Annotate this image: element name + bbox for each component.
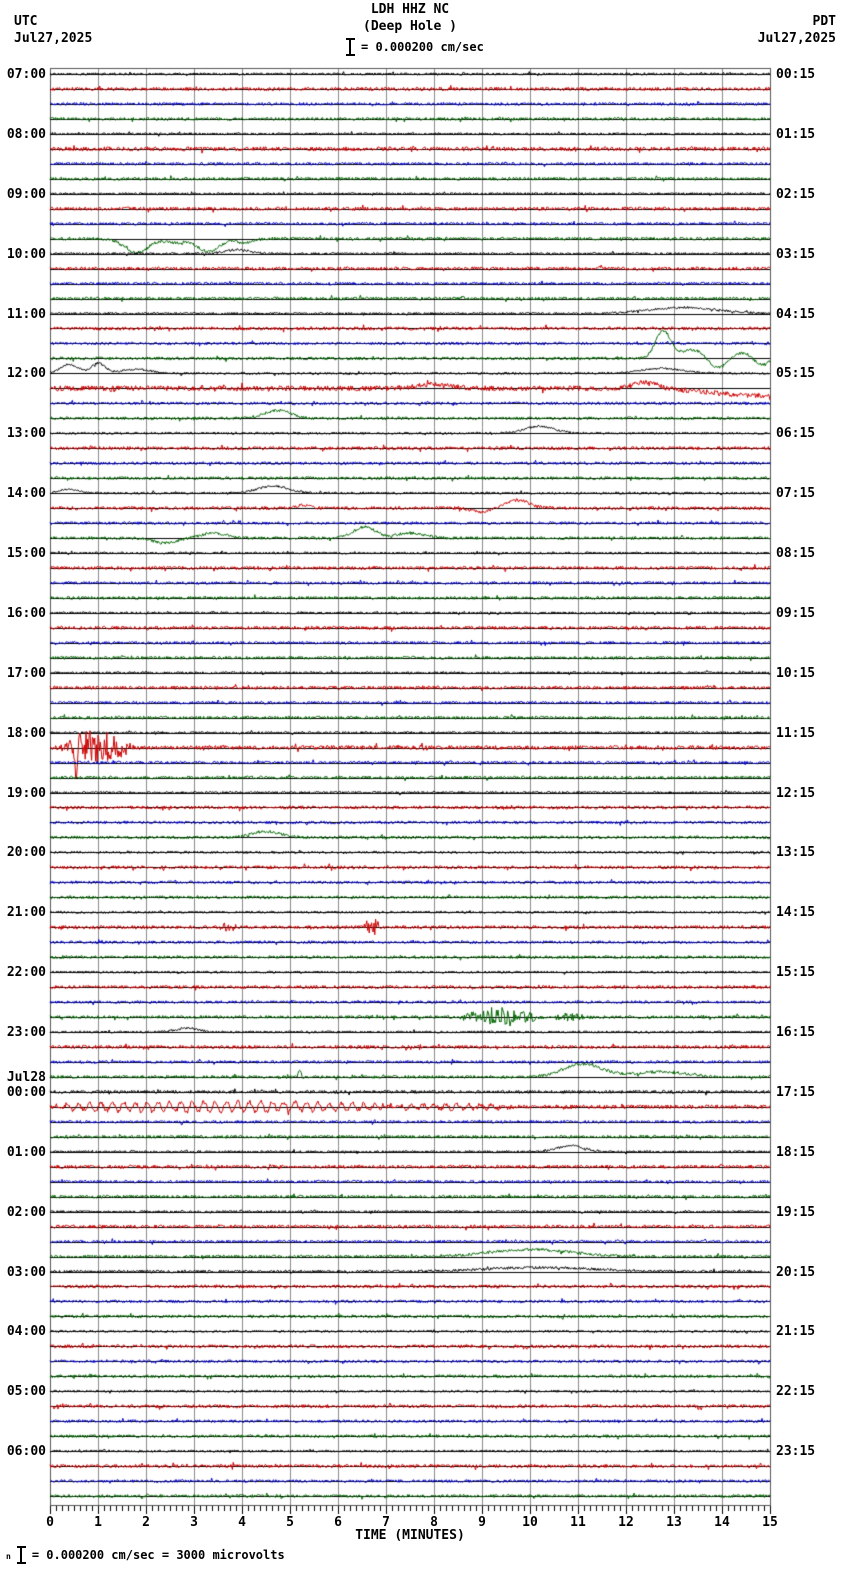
pdt-hour-label: 15:15 bbox=[776, 965, 816, 981]
utc-hour-label: 23:00 bbox=[6, 1025, 46, 1040]
utc-hour-label: 02:00 bbox=[6, 1204, 46, 1220]
minute-tick-label: 12 bbox=[618, 1515, 634, 1530]
utc-label: UTC bbox=[14, 14, 38, 29]
utc-hour-label: 04:00 bbox=[6, 1324, 46, 1340]
pdt-hour-label: 01:15 bbox=[776, 126, 816, 142]
utc-hour-label: 14:00 bbox=[6, 486, 46, 502]
pdt-hour-label: 23:15 bbox=[776, 1444, 816, 1460]
pdt-hour-label: 14:15 bbox=[776, 905, 816, 921]
minute-tick-label: 3 bbox=[190, 1515, 198, 1530]
footer-scale-text: = 0.000200 cm/sec = 3000 microvolts bbox=[31, 1548, 285, 1562]
station-subtitle: (Deep Hole ) bbox=[363, 19, 457, 34]
minute-tick-label: 2 bbox=[142, 1515, 150, 1530]
utc-hour-label: 15:00 bbox=[6, 546, 46, 561]
minute-tick-label: 6 bbox=[334, 1515, 342, 1530]
pdt-hour-label: 08:15 bbox=[776, 546, 816, 561]
utc-hour-label: 03:00 bbox=[6, 1264, 46, 1280]
utc-hour-label: 18:00 bbox=[6, 725, 46, 741]
pdt-hour-label: 13:15 bbox=[776, 845, 816, 861]
minute-tick-label: 4 bbox=[238, 1515, 246, 1530]
utc-hour-label: 08:00 bbox=[6, 126, 46, 142]
minute-tick-label: 10 bbox=[522, 1515, 538, 1530]
pdt-hour-label: 21:15 bbox=[776, 1324, 816, 1340]
utc-hour-label: 20:00 bbox=[6, 845, 46, 861]
utc-hour-label: 13:00 bbox=[6, 426, 46, 442]
station-title: LDH HHZ NC bbox=[370, 2, 450, 17]
pdt-hour-label: 04:15 bbox=[776, 306, 816, 322]
pdt-hour-label: 18:15 bbox=[776, 1144, 816, 1160]
utc-hour-label: 00:00 bbox=[6, 1084, 46, 1100]
pdt-hour-label: 00:15 bbox=[776, 67, 816, 82]
pdt-hour-label: 03:15 bbox=[776, 246, 816, 262]
minute-tick-label: 13 bbox=[666, 1515, 682, 1530]
pdt-label: PDT bbox=[812, 14, 836, 29]
utc-hour-label: 22:00 bbox=[6, 965, 46, 981]
pdt-hour-label: 11:15 bbox=[776, 725, 816, 741]
utc-date-rollover-label: Jul28 bbox=[6, 1069, 46, 1085]
minute-tick-label: 14 bbox=[714, 1515, 730, 1530]
minute-tick-label: 15 bbox=[762, 1515, 778, 1530]
utc-hour-label: 16:00 bbox=[6, 605, 46, 621]
utc-hour-label: 19:00 bbox=[6, 785, 46, 801]
pdt-hour-label: 02:15 bbox=[776, 186, 816, 202]
utc-hour-label: 21:00 bbox=[6, 905, 46, 921]
scale-bar-icon bbox=[346, 38, 355, 56]
minute-tick-label: 1 bbox=[94, 1515, 102, 1530]
x-axis-title: TIME (MINUTES) bbox=[355, 1528, 465, 1543]
pdt-hour-label: 09:15 bbox=[776, 605, 816, 621]
utc-hour-label: 06:00 bbox=[6, 1444, 46, 1460]
footer-glyph: n bbox=[6, 1552, 11, 1561]
pdt-hour-label: 07:15 bbox=[776, 486, 816, 502]
footer-scale-bar-icon bbox=[17, 1546, 26, 1564]
minute-tick-label: 9 bbox=[478, 1515, 486, 1530]
utc-hour-label: 12:00 bbox=[6, 366, 46, 382]
utc-hour-label: 05:00 bbox=[6, 1384, 46, 1400]
utc-hour-label: 10:00 bbox=[6, 246, 46, 262]
pdt-hour-label: 16:15 bbox=[776, 1025, 816, 1040]
pdt-hour-label: 06:15 bbox=[776, 426, 816, 442]
utc-hour-label: 09:00 bbox=[6, 186, 46, 202]
footer-scale bbox=[6, 1546, 285, 1564]
minute-tick-label: 11 bbox=[570, 1515, 586, 1530]
minute-tick-label: 0 bbox=[46, 1515, 54, 1530]
minute-tick-label: 8 bbox=[430, 1515, 438, 1530]
utc-hour-label: 01:00 bbox=[6, 1144, 46, 1160]
scale-text: = 0.000200 cm/sec bbox=[361, 40, 484, 54]
utc-hour-label: 11:00 bbox=[6, 306, 46, 322]
pdt-hour-label: 20:15 bbox=[776, 1264, 816, 1280]
utc-hour-label: 07:00 bbox=[6, 67, 46, 82]
pdt-hour-label: 17:15 bbox=[776, 1084, 816, 1100]
utc-hour-label: 17:00 bbox=[6, 665, 46, 681]
pdt-date: Jul27,2025 bbox=[757, 31, 836, 46]
pdt-hour-label: 05:15 bbox=[776, 366, 816, 382]
pdt-hour-label: 12:15 bbox=[776, 785, 816, 801]
minute-tick-label: 7 bbox=[382, 1515, 390, 1530]
pdt-hour-label: 10:15 bbox=[776, 665, 816, 681]
minute-tick-label: 5 bbox=[286, 1515, 294, 1530]
pdt-hour-label: 19:15 bbox=[776, 1204, 816, 1220]
pdt-hour-label: 22:15 bbox=[776, 1384, 816, 1400]
amplitude-scale bbox=[346, 38, 484, 56]
utc-date: Jul27,2025 bbox=[14, 31, 93, 46]
